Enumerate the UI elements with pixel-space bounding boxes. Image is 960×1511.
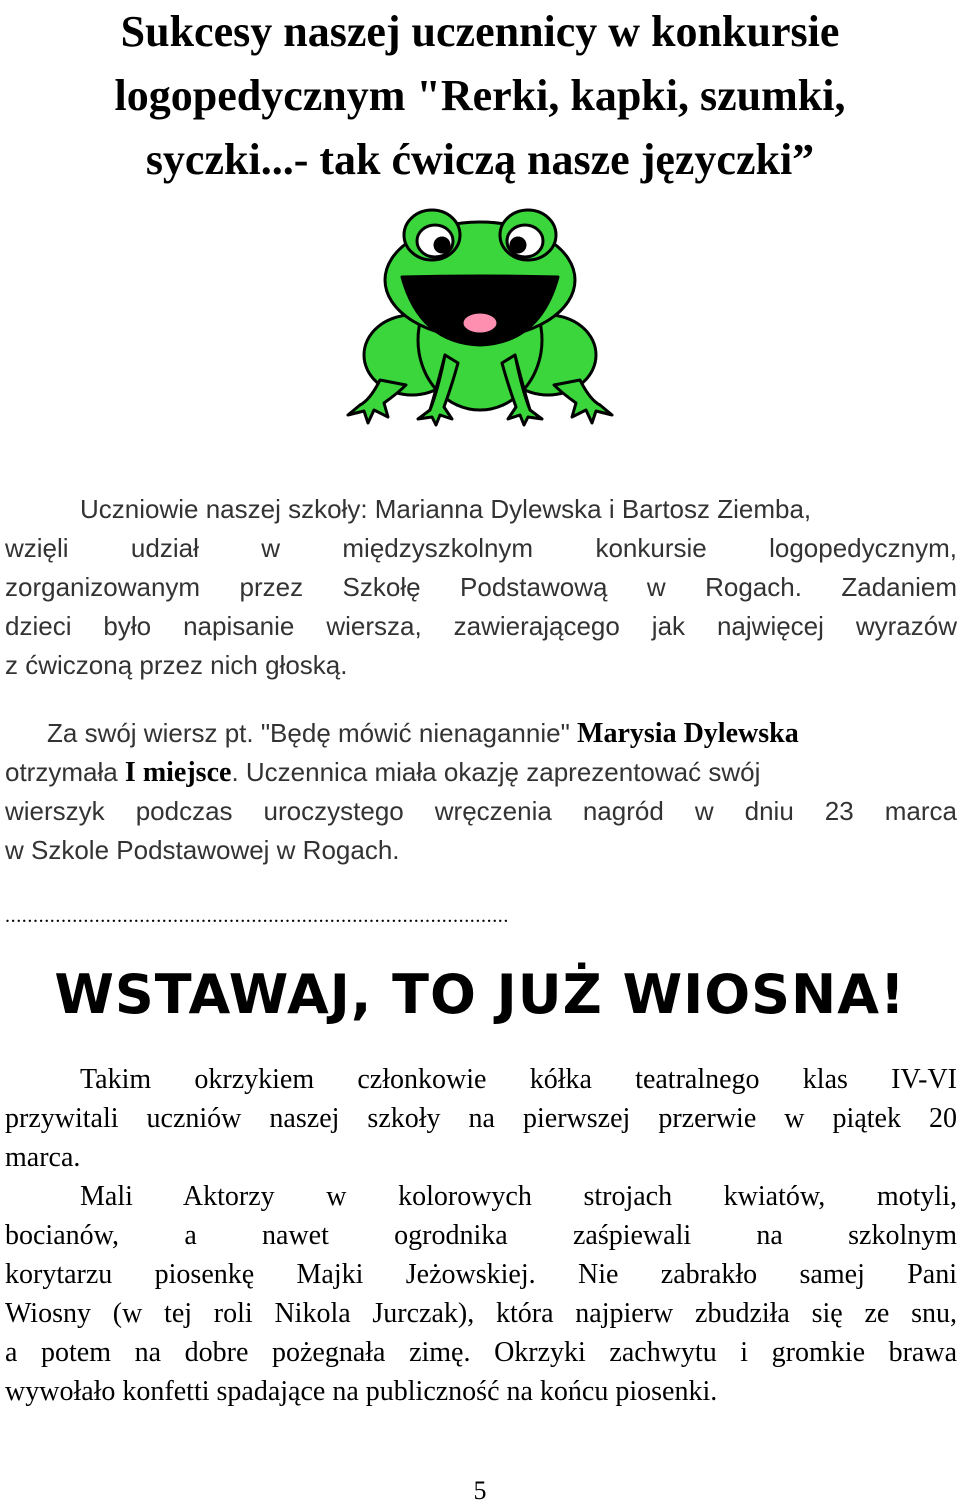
paragraph-contest-result [5, 714, 957, 870]
paragraph-line: z ćwiczoną przez nich głoską. [5, 650, 348, 680]
paragraph-line [5, 714, 957, 753]
paragraph-line: zorganizowanym przez Szkołę Podstawową w Rogach. Zadaniem [5, 572, 957, 602]
paragraph-line: Takim okrzykiem członkowie kółka teatralnego klas IV-VI [80, 1064, 957, 1095]
paragraph-line: korytarzu piosenkę Majki Jeżowskiej. Nie zabrakło samej Pani [5, 1259, 957, 1290]
paragraph-theatre-details [5, 1177, 957, 1411]
poem-title-text: Za swój wiersz pt. "Będę mówić nienagannie" [47, 718, 578, 748]
page-title [20, 0, 940, 192]
paragraph-line: a potem na dobre pożegnała zimę. Okrzyki zachwytu i gromkie brawa [5, 1337, 957, 1368]
paragraph-line: marca. [5, 1142, 81, 1173]
title-line-3: syczki...- tak ćwiczą nasze języczki” [145, 135, 815, 184]
paragraph-line: wzięli udział w międzyszkolnym konkursie logopedycznym, [5, 533, 957, 563]
paragraph-line [5, 753, 957, 792]
paragraph-line: dzieci było napisanie wiersza, zawierającego jak najwięcej wyrazów [5, 611, 957, 641]
paragraph-line: Wiosny (w tej roli Nikola Jurczak), która najpierw zbudziła się ze snu, [5, 1298, 957, 1329]
paragraph-line: Uczniowie naszej szkoły: Marianna Dylewska i Bartosz Ziemba, [80, 494, 812, 524]
paragraph-theatre-intro [5, 1060, 957, 1177]
result-text: otrzymała [5, 757, 125, 787]
dotted-separator: .......................................................................................... [5, 905, 509, 927]
paragraph-line: Mali Aktorzy w kolorowych strojach kwiatów, motyli, [80, 1181, 957, 1212]
winner-name: Marysia Dylewska [577, 718, 799, 749]
paragraph-line: wywołało konfetti spadające na publiczność na końcu piosenki. [5, 1376, 718, 1407]
result-text-continued: . Uczennica miała okazję zaprezentować swój [231, 757, 761, 787]
frog-left-foot [348, 380, 406, 423]
frog-tongue [462, 312, 498, 334]
award-place: I miejsce [124, 757, 232, 788]
title-line-2: logopedycznym "Rerki, kapki, szumki, [114, 71, 846, 120]
frog-illustration [340, 205, 620, 435]
spring-heading: WSTAWAJ, TO JUŻ WIOSNA! [54, 963, 906, 1026]
paragraph-line: wierszyk podczas uroczystego wręczenia nagród w dniu 23 marca [5, 796, 957, 826]
paragraph-line: przywitali uczniów naszej szkoły na pierwszej przerwie w piątek 20 [5, 1103, 957, 1134]
paragraph-line: bocianów, a nawet ogrodnika zaśpiewali na szkolnym [5, 1220, 957, 1251]
frog-left-pupil [435, 238, 449, 252]
paragraph-contest-intro [5, 490, 957, 685]
paragraph-line: w Szkole Podstawowej w Rogach. [5, 835, 400, 865]
title-line-1: Sukcesy naszej uczennicy w konkursie [120, 7, 840, 56]
frog-right-foot [554, 380, 612, 423]
frog-right-pupil [511, 238, 525, 252]
page-number: 5 [473, 1476, 487, 1505]
